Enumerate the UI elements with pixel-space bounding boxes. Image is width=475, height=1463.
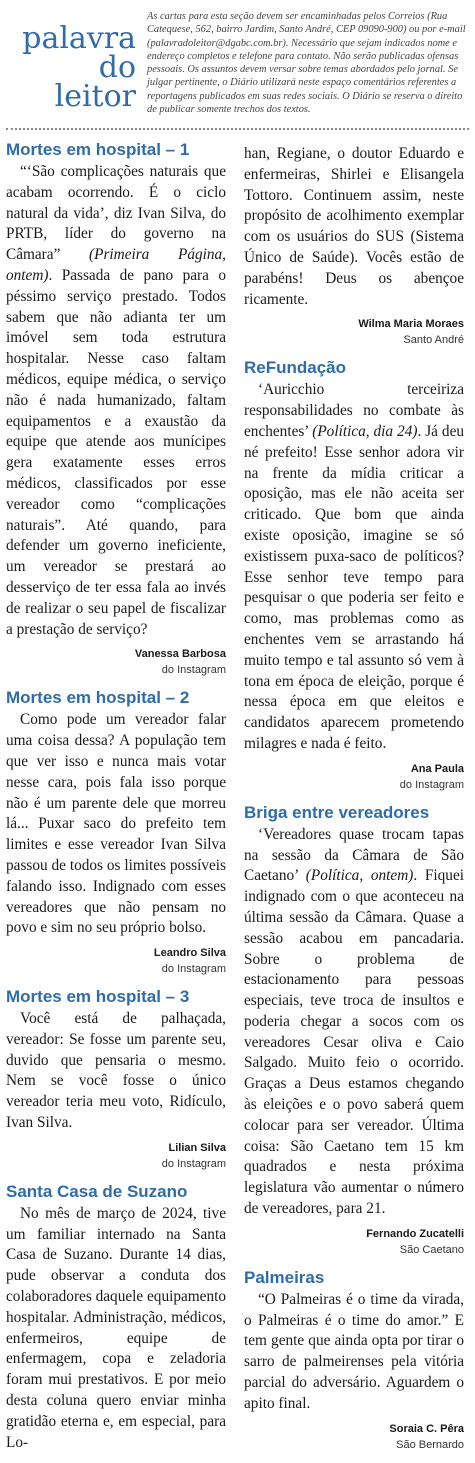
- letter-signature: [244, 1226, 464, 1258]
- left-column: [6, 140, 226, 1463]
- letter-title: Santa Casa de Suzano: [6, 1181, 188, 1201]
- letter-santa-casa: [6, 1182, 226, 1454]
- letter-origin: do Instagram: [161, 963, 226, 976]
- section-header: [0, 0, 475, 120]
- letter-signature: [6, 945, 226, 977]
- letter-body: [6, 162, 226, 640]
- letter-title: Mortes em hospital – 1: [6, 140, 190, 159]
- letter-author: Wilma Maria Moraes: [358, 318, 464, 331]
- letter-mortes-2: [6, 688, 226, 977]
- letter-title: Mortes em hospital – 3: [6, 987, 190, 1007]
- letter-signature: [244, 761, 464, 793]
- letter-text: “‘São complicações naturais que acabam ocorrendo. É o ciclo natural da vida’, diz Ivan Silva, do PRTB, líder do governo na Câmara”: [6, 163, 226, 264]
- letter-text: han, Regiane, o doutor Eduardo e enfermeiras, Shirlei e Elisangela Tottoro. Continuem assim, neste propósito de acolhimento exemplar com os usuários do SUS (Sistema Único de Saúde). Vocês estão de parabéns! Deus os abençoe ricamente.: [244, 145, 464, 308]
- letter-text: ‘Auricchio terceiriza responsabilidades no combate às enchentes’: [244, 381, 464, 440]
- letter-signature: [6, 646, 226, 678]
- letter-text: . Já deu né prefeito! Esse senhor adora vir na frente da mídia criticar a oposição, mas ele não aceita ser criticado. Que bom que ainda existe oposição, imagine se só existissem puxa-saco de políticos? Esse senhor teve tempo para pesquisar o que poderia ser feito e como, mas problemas como as enchentes vem se arrastando há muito tempo e tal assunto só vem à tona em época de eleição, porque é nessa época em que eleitos e candidatos aparecem prometendo milagres e nada é feito.: [244, 422, 465, 752]
- letter-author: Vanessa Barbosa: [134, 648, 226, 661]
- letter-title: ReFundação: [244, 358, 347, 378]
- letter-reference: (Política, ontem): [305, 867, 414, 885]
- letter-origin: do Instagram: [161, 1157, 226, 1170]
- section-title-line1: palavra: [22, 21, 136, 56]
- letter-author: Leandro Silva: [153, 947, 226, 960]
- letter-signature: [6, 1140, 226, 1172]
- letter-title: Mortes em hospital – 2: [6, 688, 190, 708]
- letter-text: Você está de palhaçada, vereador: Se fosse um parente seu, duvido que pensaria o mesmo. Nem se você fosse o único vereador teria meu voto, Ridículo, Ivan Silva.: [6, 1010, 226, 1132]
- right-column: [244, 144, 464, 1463]
- letter-origin: São Caetano: [399, 1243, 464, 1256]
- letter-signature: [244, 316, 464, 348]
- letter-mortes-1: [6, 140, 226, 678]
- letter-title: Palmeiras: [244, 1267, 325, 1287]
- letter-body: [244, 144, 464, 310]
- letter-body: [244, 380, 464, 754]
- letter-signature: [244, 1421, 464, 1453]
- section-title-line2: do leitor: [54, 50, 136, 114]
- letter-body: [244, 1290, 464, 1415]
- letter-origin: São Bernardo: [396, 1438, 464, 1451]
- letter-body: [6, 1204, 226, 1454]
- letter-refundacao: [244, 358, 464, 792]
- letter-origin: Santo André: [403, 334, 464, 347]
- letter-title: Briga entre vereadores: [244, 802, 430, 822]
- letter-author: Fernando Zucatelli: [366, 1227, 464, 1240]
- letter-text: ‘Vereadores quase trocam tapas na sessão da Câmara de São Caetano’: [244, 825, 464, 885]
- letter-body: [244, 825, 464, 1220]
- letter-body: [6, 1009, 226, 1134]
- letter-briga-vereadores: [244, 803, 464, 1258]
- letter-palmeiras: [244, 1268, 464, 1453]
- letter-text: “O Palmeiras é o time da virada, o Palmeiras é o time do amor.” E tem gente que ainda opta por tirar o sarro de palmeirenses pela vitória parcial do adversário. Aguardem o apito final.: [244, 1290, 464, 1412]
- letter-reference: (Política, dia 24): [312, 422, 418, 440]
- letter-text: . Fiquei indignado com o que aconteceu na última sessão da Câmara. Quase a sessão acabou em pancadaria. Sobre o problema de estacionamento para pessoas especiais, teve troca de insultos e poderia chegar a socos com os vereadores Cesar oliva e Caio Salgado. Muito feio o ocorrido. Graças a Deus estamos chegando às eleições e o povo saberá quem colocar para ser vereador. Última coisa: São Caetano tem 15 km quadrados e nesta próxima legislatura vão aumentar o número de vereadores, para 21.: [244, 867, 464, 1218]
- letter-santa-casa-continued: [244, 144, 464, 348]
- section-intro: As cartas para esta seção devem ser encaminhadas pelos Correios (Rua Catequese, 562, bairro Jardim, Santo André, CEP 09090-900) ou por e-mail (palavradoleitor@dgabc.com.br). Necessário que sejam indicados nome e endereço completos e telefone para contato. Não serão publicadas ofensas pessoais. Os assuntos devem versar sobre temas abordados pelo jornal. Se julgar pertinente, o Diário utilizará neste espaço comentários referentes a reportagens publicados em suas redes sociais. O Diário se reserva o direito de publicar somente trechos dos textos.: [147, 11, 466, 116]
- letter-author: Lilian Silva: [168, 1141, 226, 1154]
- letter-author: Ana Paula: [410, 762, 464, 775]
- letter-text: . Passada de pano para o péssimo serviço prestado. Todos sabem que não adianta ter um imóvel sem toda estrutura hospitalar. Nesse caso faltam médicos, equipe médica, o serviço não é nada humanizado, faltam equipamentos e a exaustão da equipe que atende aos munícipes gera exatamente esses erros médicos, classificados por esse vereador como “complicações naturais”. Até quando, para defender um governo ineficiente, um vereador se prestará ao desserviço de ter essa fala ao invés de realizar o seu papel de fiscalizar a prestação de serviço?: [6, 266, 226, 638]
- letter-text: No mês de março de 2024, tive um familiar internado na Santa Casa de Suzano. Durante 14 dias, pude observar a conduta dos colaboradores daquele equipamento hospitalar. Administração, médicos, enfermeiros, equipe de enfermagem, copa e zeladoria foram mui prestativos. E por meio desta coluna quero enviar minha gratidão eterna e, em especial, para Lo-: [6, 1204, 227, 1451]
- section-title: [10, 21, 136, 114]
- letter-origin: do Instagram: [399, 778, 464, 791]
- letter-reference: (Primeira Página, ontem): [6, 246, 226, 284]
- letter-text: Como pode um vereador falar uma coisa dessa? A população tem que ver isso e nunca mais votar nesse cara, pois fala isso porque não é um parente dele que morreu lá... Puxar saco do prefeito tem limites e esse vereador Ivan Silva passou de todos os limites possíveis falando isso. Indignado com esses vereadores que não pensam no povo e sim no seu próprio bolso.: [6, 711, 226, 937]
- letter-author: Soraia C. Pêra: [389, 1422, 464, 1435]
- letter-mortes-3: [6, 987, 226, 1172]
- letter-origin: do Instagram: [161, 664, 226, 677]
- header-divider: [6, 128, 469, 130]
- letter-body: [6, 710, 226, 939]
